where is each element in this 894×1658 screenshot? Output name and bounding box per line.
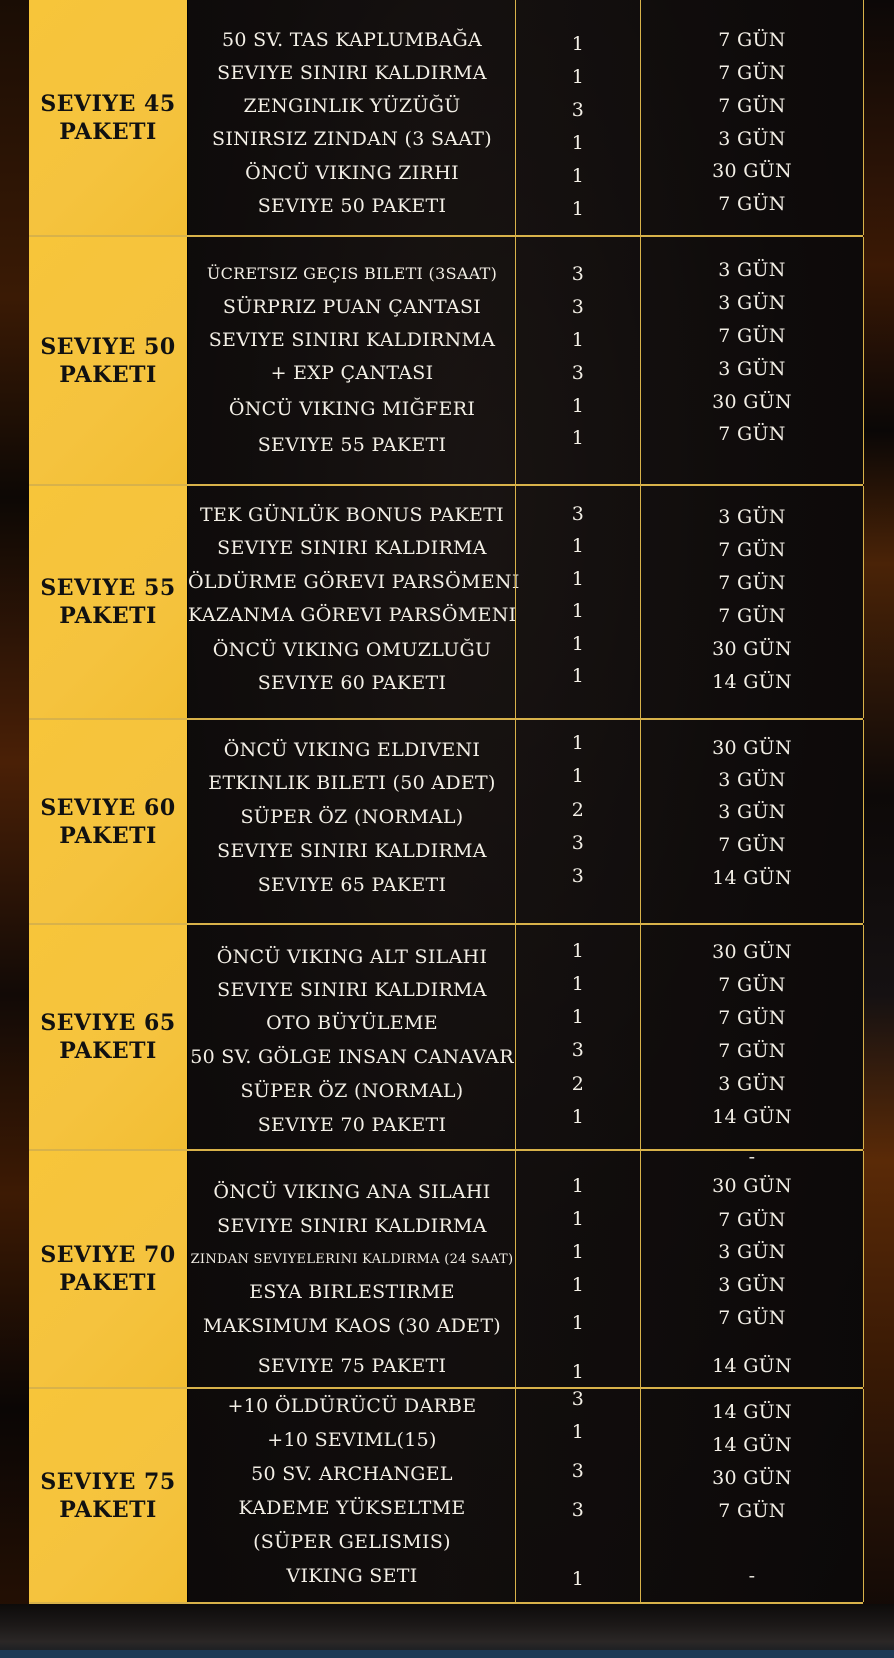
- item-duration: 7 GÜN: [718, 423, 786, 445]
- bottom-bar: [0, 1650, 894, 1658]
- duration-column: [641, 486, 864, 718]
- item-duration: 30 GÜN: [712, 1467, 792, 1489]
- item-name: ÜCRETSIZ GEÇIS BILETI (3SAAT): [206, 264, 498, 283]
- duration-column: [641, 237, 864, 484]
- item-name: SEVIYE 55 PAKETI: [257, 434, 447, 456]
- item-duration: 3 GÜN: [718, 128, 786, 150]
- item-duration: 3 GÜN: [718, 1274, 786, 1296]
- item-name: MAKSIMUM KAOS (30 ADET): [202, 1315, 502, 1337]
- background-left-decoration: [0, 0, 30, 1658]
- item-quantity: 3: [571, 865, 585, 887]
- item-quantity: 3: [571, 263, 585, 285]
- item-quantity: 1: [571, 568, 585, 590]
- item-name: KADEME YÜKSELTME: [238, 1497, 466, 1519]
- item-quantity: 3: [571, 1388, 585, 1410]
- item-quantity: 3: [571, 99, 585, 121]
- item-duration: 7 GÜN: [718, 834, 786, 856]
- item-name: SEVIYE 50 PAKETI: [257, 195, 447, 217]
- item-quantity: 1: [571, 633, 585, 655]
- item-quantity: 1: [571, 427, 585, 449]
- package-label: SEVIYE 50 PAKETI: [40, 333, 176, 388]
- item-name: SEVIYE SINIRI KALDIRMA: [217, 1215, 487, 1237]
- item-name: +10 ÖLDÜRÜCÜ DARBE: [227, 1395, 477, 1417]
- item-name: ÖNCÜ VIKING ZIRHI: [245, 162, 459, 184]
- quantity-column: [515, 486, 641, 718]
- item-duration: 7 GÜN: [718, 1307, 786, 1329]
- package-section-50: [29, 237, 863, 486]
- package-section-55: [29, 486, 863, 720]
- item-duration: 7 GÜN: [718, 1040, 786, 1062]
- item-quantity: 1: [571, 1106, 585, 1128]
- package-section-75: [29, 1389, 863, 1604]
- item-name: SEVIYE 60 PAKETI: [257, 672, 447, 694]
- item-quantity: 1: [571, 973, 585, 995]
- item-duration: 7 GÜN: [718, 539, 786, 561]
- item-name: ÖNCÜ VIKING MIĞFERI: [228, 398, 476, 420]
- package-label-cell: [29, 0, 187, 235]
- package-label-cell: [29, 1389, 187, 1602]
- item-duration: 7 GÜN: [718, 572, 786, 594]
- item-duration: 14 GÜN: [712, 1355, 792, 1377]
- item-duration: 30 GÜN: [712, 737, 792, 759]
- item-quantity: 1: [571, 33, 585, 55]
- item-name: SEVIYE SINIRI KALDIRNMA: [208, 329, 496, 351]
- item-column: [187, 0, 516, 235]
- item-quantity: 1: [571, 1312, 585, 1334]
- item-quantity: 2: [571, 799, 585, 821]
- item-duration: 7 GÜN: [718, 1209, 786, 1231]
- item-name: VIKING SETI: [286, 1565, 418, 1587]
- duration-column: [641, 1146, 864, 1387]
- item-duration: 7 GÜN: [718, 1007, 786, 1029]
- item-duration: -: [748, 1146, 756, 1168]
- package-label-cell: [29, 486, 187, 718]
- item-name: ÖLDÜRME GÖREVI PARSÖMENI: [188, 571, 520, 593]
- duration-column: [641, 1389, 864, 1602]
- item-quantity: 1: [571, 535, 585, 557]
- item-column: [187, 1151, 516, 1387]
- package-label-cell: [29, 720, 187, 923]
- quantity-column: [515, 237, 641, 484]
- item-duration: 30 GÜN: [712, 160, 792, 182]
- package-label: SEVIYE 70 PAKETI: [40, 1242, 176, 1296]
- item-duration: 14 GÜN: [712, 671, 792, 693]
- item-name: SEVIYE 70 PAKETI: [257, 1114, 447, 1136]
- item-quantity: 1: [571, 66, 585, 88]
- item-duration: 7 GÜN: [718, 62, 786, 84]
- item-duration: 3 GÜN: [718, 259, 786, 281]
- package-label: SEVIYE 45 PAKETI: [40, 90, 176, 145]
- item-quantity: 2: [571, 1073, 585, 1095]
- item-duration: 30 GÜN: [712, 1175, 792, 1197]
- quantity-column: [515, 925, 641, 1149]
- item-duration: 7 GÜN: [718, 605, 786, 627]
- item-column: [187, 486, 520, 718]
- item-name: SEVIYE SINIRI KALDIRMA: [217, 537, 487, 559]
- item-name: ETKINLIK BILETI (50 ADET): [208, 772, 496, 794]
- package-label-cell: [29, 1151, 187, 1387]
- background-right-decoration: [862, 0, 894, 1658]
- item-name: ÖNCÜ VIKING ALT SILAHI: [216, 946, 488, 968]
- item-name: SINIRSIZ ZINDAN (3 SAAT): [212, 128, 492, 150]
- item-duration: 30 GÜN: [712, 638, 792, 660]
- item-name: 50 SV. GÖLGE INSAN CANAVAR: [190, 1046, 514, 1068]
- item-name: ESYA BIRLESTIRME: [249, 1281, 455, 1303]
- quantity-column: [515, 720, 641, 923]
- item-duration: 3 GÜN: [718, 1241, 786, 1263]
- item-name: ZINDAN SEVIYELERINI KALDIRMA (24 SAAT): [190, 1252, 514, 1267]
- item-quantity: 1: [571, 395, 585, 417]
- item-name: 50 SV. TAS KAPLUMBAĞA: [222, 29, 482, 51]
- item-quantity: 1: [571, 165, 585, 187]
- item-duration: 30 GÜN: [712, 391, 792, 413]
- package-section-60: [29, 720, 863, 925]
- item-column: [187, 720, 516, 923]
- item-name: 50 SV. ARCHANGEL: [251, 1463, 453, 1485]
- item-name: TEK GÜNLÜK BONUS PAKETI: [200, 504, 504, 526]
- item-column: [187, 925, 516, 1149]
- item-name: SÜPER ÖZ (NORMAL): [240, 1080, 464, 1102]
- item-name: OTO BÜYÜLEME: [266, 1012, 438, 1034]
- item-name: SEVIYE SINIRI KALDIRMA: [217, 979, 487, 1001]
- item-quantity: 1: [571, 1361, 585, 1383]
- item-quantity: 3: [571, 503, 585, 525]
- item-duration: 7 GÜN: [718, 974, 786, 996]
- item-quantity: 1: [571, 1421, 585, 1443]
- item-quantity: 1: [571, 1208, 585, 1230]
- item-quantity: 3: [571, 362, 585, 384]
- item-name: KAZANMA GÖREVI PARSÖMENI: [188, 604, 517, 626]
- item-duration: 7 GÜN: [718, 29, 786, 51]
- package-section-70: [29, 1146, 863, 1389]
- item-duration: 14 GÜN: [712, 1106, 792, 1128]
- package-table: [29, 0, 863, 1604]
- item-name: ZENGINLIK YÜZÜĞÜ: [243, 95, 461, 117]
- item-name: SÜPER ÖZ (NORMAL): [240, 806, 464, 828]
- item-duration: 30 GÜN: [712, 941, 792, 963]
- package-label-cell: [29, 925, 187, 1149]
- item-name: SEVIYE SINIRI KALDIRMA: [217, 840, 487, 862]
- item-duration: 3 GÜN: [718, 506, 786, 528]
- item-duration: 3 GÜN: [718, 1073, 786, 1095]
- item-name: ÖNCÜ VIKING ANA SILAHI: [213, 1181, 491, 1203]
- item-quantity: 1: [571, 198, 585, 220]
- item-quantity: 1: [571, 1006, 585, 1028]
- duration-column: [641, 720, 864, 923]
- item-duration: 3 GÜN: [718, 358, 786, 380]
- item-quantity: 1: [571, 1274, 585, 1296]
- item-quantity: 1: [571, 1568, 585, 1590]
- item-duration: 14 GÜN: [712, 1401, 792, 1423]
- item-quantity: 1: [571, 329, 585, 351]
- item-name: + EXP ÇANTASI: [270, 362, 434, 384]
- package-label-cell: [29, 237, 187, 484]
- item-quantity: 3: [571, 832, 585, 854]
- item-name: +10 SEVIML(15): [267, 1429, 437, 1451]
- quantity-column: [515, 0, 641, 235]
- item-quantity: 3: [571, 1460, 585, 1482]
- item-duration: 3 GÜN: [718, 292, 786, 314]
- package-label: SEVIYE 60 PAKETI: [40, 794, 176, 849]
- item-quantity: 1: [571, 1241, 585, 1263]
- item-quantity: 1: [571, 940, 585, 962]
- item-duration: 7 GÜN: [718, 193, 786, 215]
- item-name: ÖNCÜ VIKING OMUZLUĞU: [212, 639, 492, 661]
- item-quantity: 3: [571, 1499, 585, 1521]
- item-name: SEVIYE 75 PAKETI: [257, 1355, 447, 1377]
- item-name: SÜRPRIZ PUAN ÇANTASI: [222, 296, 482, 318]
- item-quantity: 1: [571, 765, 585, 787]
- quantity-column: [515, 1389, 641, 1602]
- duration-column: [641, 925, 864, 1149]
- item-duration: 7 GÜN: [718, 325, 786, 347]
- quantity-column: [515, 1151, 641, 1387]
- item-duration: 7 GÜN: [718, 1500, 786, 1522]
- duration-column: [641, 0, 864, 235]
- item-quantity: 1: [571, 600, 585, 622]
- item-column: [187, 237, 516, 484]
- package-label: SEVIYE 65 PAKETI: [40, 1010, 176, 1064]
- item-duration: 7 GÜN: [718, 95, 786, 117]
- item-quantity: 1: [571, 665, 585, 687]
- package-label: SEVIYE 55 PAKETI: [40, 575, 176, 629]
- item-duration: 14 GÜN: [712, 867, 792, 889]
- item-duration: 3 GÜN: [718, 769, 786, 791]
- package-section-45: [29, 0, 863, 237]
- item-name: ÖNCÜ VIKING ELDIVENI: [223, 739, 481, 761]
- item-duration: -: [748, 1565, 756, 1587]
- item-quantity: 1: [571, 732, 585, 754]
- item-quantity: 1: [571, 1175, 585, 1197]
- item-name: SEVIYE 65 PAKETI: [257, 874, 447, 896]
- item-name: (SÜPER GELISMIS): [253, 1531, 451, 1553]
- package-label: SEVIYE 75 PAKETI: [40, 1468, 176, 1523]
- item-duration: 3 GÜN: [718, 801, 786, 823]
- item-duration: 14 GÜN: [712, 1434, 792, 1456]
- item-quantity: 1: [571, 132, 585, 154]
- item-quantity: 3: [571, 296, 585, 318]
- item-quantity: 3: [571, 1039, 585, 1061]
- item-column: [187, 1389, 516, 1602]
- item-name: SEVIYE SINIRI KALDIRMA: [217, 62, 487, 84]
- package-section-65: [29, 925, 863, 1151]
